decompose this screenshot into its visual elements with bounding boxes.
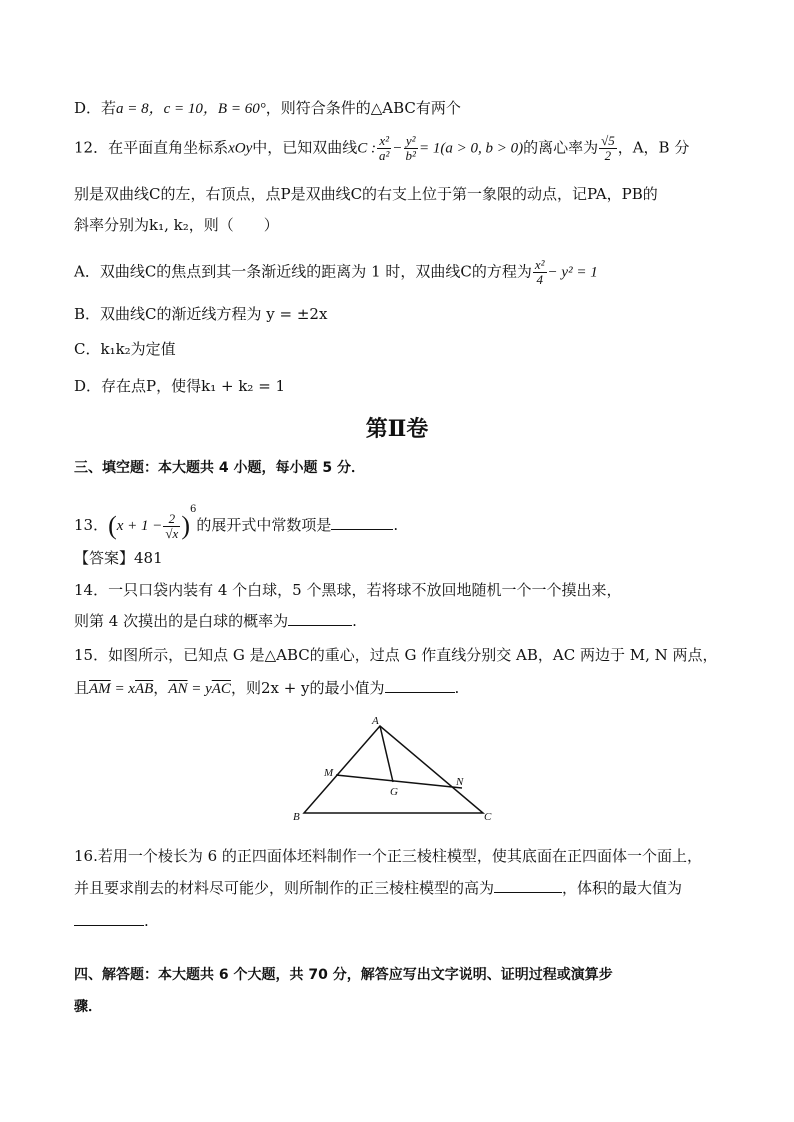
q12-equation-rhs: = 1(a > 0, b > 0) xyxy=(418,140,524,157)
frac-num: x² xyxy=(534,257,545,272)
q12-option-a xyxy=(74,258,598,287)
part4-heading: 四、解答题：本大题共 6 个大题，共 70 分，解答应写出文字说明、证明过程或演算步 xyxy=(74,967,613,983)
q12-stem-line2: 别是双曲线C的左，右顶点，点P是双曲线C的右支上位于第一象限的动点，记PA，PB的 xyxy=(74,185,658,203)
q12-text-a: 12．在平面直角坐标系 xyxy=(74,138,229,157)
q16-line2 xyxy=(74,877,682,899)
answer-13: 【答案】481 xyxy=(74,549,163,567)
frac-den: 2 xyxy=(604,148,612,163)
label-b: B xyxy=(293,811,300,823)
part4-heading-cont: 骤． xyxy=(74,999,102,1015)
q15-end: . xyxy=(454,679,460,697)
q12-curve-name: C : xyxy=(357,140,377,157)
frac-den: √x xyxy=(165,525,179,541)
q12-text-d: 的离心率为 xyxy=(523,138,599,157)
q12-opta-frac xyxy=(533,258,547,287)
q16-end: . xyxy=(144,912,149,930)
q12-frac-y xyxy=(404,134,418,163)
q13-number: 13． xyxy=(74,516,109,534)
frac-den: b² xyxy=(405,148,416,163)
q13 xyxy=(74,499,398,541)
q15-text-b: ，则2x + y的最小值为 xyxy=(230,679,385,697)
frac-den: a² xyxy=(379,148,390,163)
q15-eq2: = y xyxy=(187,681,212,697)
label-a: A xyxy=(372,715,379,727)
q12-frac-x xyxy=(377,134,391,163)
triangle-figure xyxy=(290,712,500,824)
label-c: C xyxy=(484,811,492,823)
frac-num: x² xyxy=(377,134,391,149)
q14-line2 xyxy=(74,610,357,632)
q13-suffix: 的展开式中常数项是 xyxy=(196,516,332,534)
q16-text-b: ，体积的最大值为 xyxy=(562,879,683,897)
q12-coord-system: xOy xyxy=(228,140,253,157)
q13-answer-blank xyxy=(331,529,393,530)
vector-am: $\overline{AM}$ xyxy=(89,681,111,697)
q13-end: . xyxy=(393,516,399,534)
q11d-prefix: D．若 xyxy=(74,99,117,117)
q16-volume-blank xyxy=(74,925,144,926)
q12-stem-line1 xyxy=(74,134,689,163)
q12-eccentricity xyxy=(599,134,617,163)
q16-line1: 16.若用一个棱长为 6 的正四面体坯料制作一个正三棱柱模型，使其底面在正四面体一个面上， xyxy=(74,847,702,865)
vector-ab: $\overline{AB}$ xyxy=(134,681,154,697)
frac-num: 2 xyxy=(163,512,180,527)
line-mn xyxy=(336,775,462,788)
section-title: 第Ⅱ卷 xyxy=(365,416,429,442)
q12-option-b: B．双曲线C的渐近线方程为 y = ±2x xyxy=(74,305,328,323)
q16-line3 xyxy=(74,910,149,932)
label-n: N xyxy=(456,776,464,788)
q15-answer-blank xyxy=(385,692,455,693)
q15-text-a: 且 xyxy=(74,679,90,697)
q12-minus: − xyxy=(392,140,403,157)
q15-line2 xyxy=(74,677,459,700)
q13-expr: x + 1 − xyxy=(116,518,163,534)
q11-option-d xyxy=(74,97,461,120)
part3-heading: 三、填空题：本大题共 4 小题，每小题 5 分． xyxy=(74,460,365,476)
q12-stem-line3: 斜率分别为k₁, k₂，则（ ） xyxy=(74,216,279,234)
vector-ac: $\overline{AC}$ xyxy=(211,681,231,697)
q11d-condition: a = 8，c = 10，B = 60° xyxy=(116,101,266,117)
q14-line1: 14．一只口袋内装有 4 个白球，5 个黑球，若将球不放回地随机一个一个摸出来， xyxy=(74,581,622,599)
q14-end: . xyxy=(352,612,357,630)
q12-opta-text: A．双曲线C的焦点到其一条渐近线的距离为 1 时，双曲线C的方程为 xyxy=(74,262,532,281)
q15-line1: 15．如图所示，已知点 G 是△ABC的重心，过点 G 作直线分别交 AB，AC 两边于 M, N 两点， xyxy=(74,646,718,664)
q16-height-blank xyxy=(494,892,562,893)
q12-text-e: ，A，B 分 xyxy=(617,138,690,157)
frac-num: y² xyxy=(404,134,418,149)
q12-opta-rest: − y² = 1 xyxy=(547,264,598,281)
label-m: M xyxy=(324,767,334,779)
vector-an: $\overline{AN}$ xyxy=(168,681,188,697)
q13-frac xyxy=(163,512,180,541)
label-g: G xyxy=(390,786,398,798)
q12-option-c: C．k₁k₂为定值 xyxy=(74,340,176,358)
frac-den: 4 xyxy=(536,272,543,287)
q14-answer-blank xyxy=(288,625,352,626)
q14-text: 则第 4 次摸出的是白球的概率为 xyxy=(74,612,289,630)
q13-power: 6 xyxy=(190,504,197,515)
q16-text-a: 并且要求削去的材料尽可能少，则所制作的正三棱柱模型的高为 xyxy=(74,879,495,897)
q11d-suffix: ，则符合条件的△ABC有两个 xyxy=(265,99,461,117)
frac-num: √5 xyxy=(601,133,615,148)
right-paren: ) xyxy=(181,511,190,540)
q15-sep: ， xyxy=(153,679,169,697)
q12-text-c: 中，已知双曲线 xyxy=(252,138,358,157)
q15-eq1: = x xyxy=(110,681,135,697)
q12-option-d: D．存在点P，使得k₁ + k₂ = 1 xyxy=(74,377,286,395)
left-paren: ( xyxy=(108,511,117,540)
